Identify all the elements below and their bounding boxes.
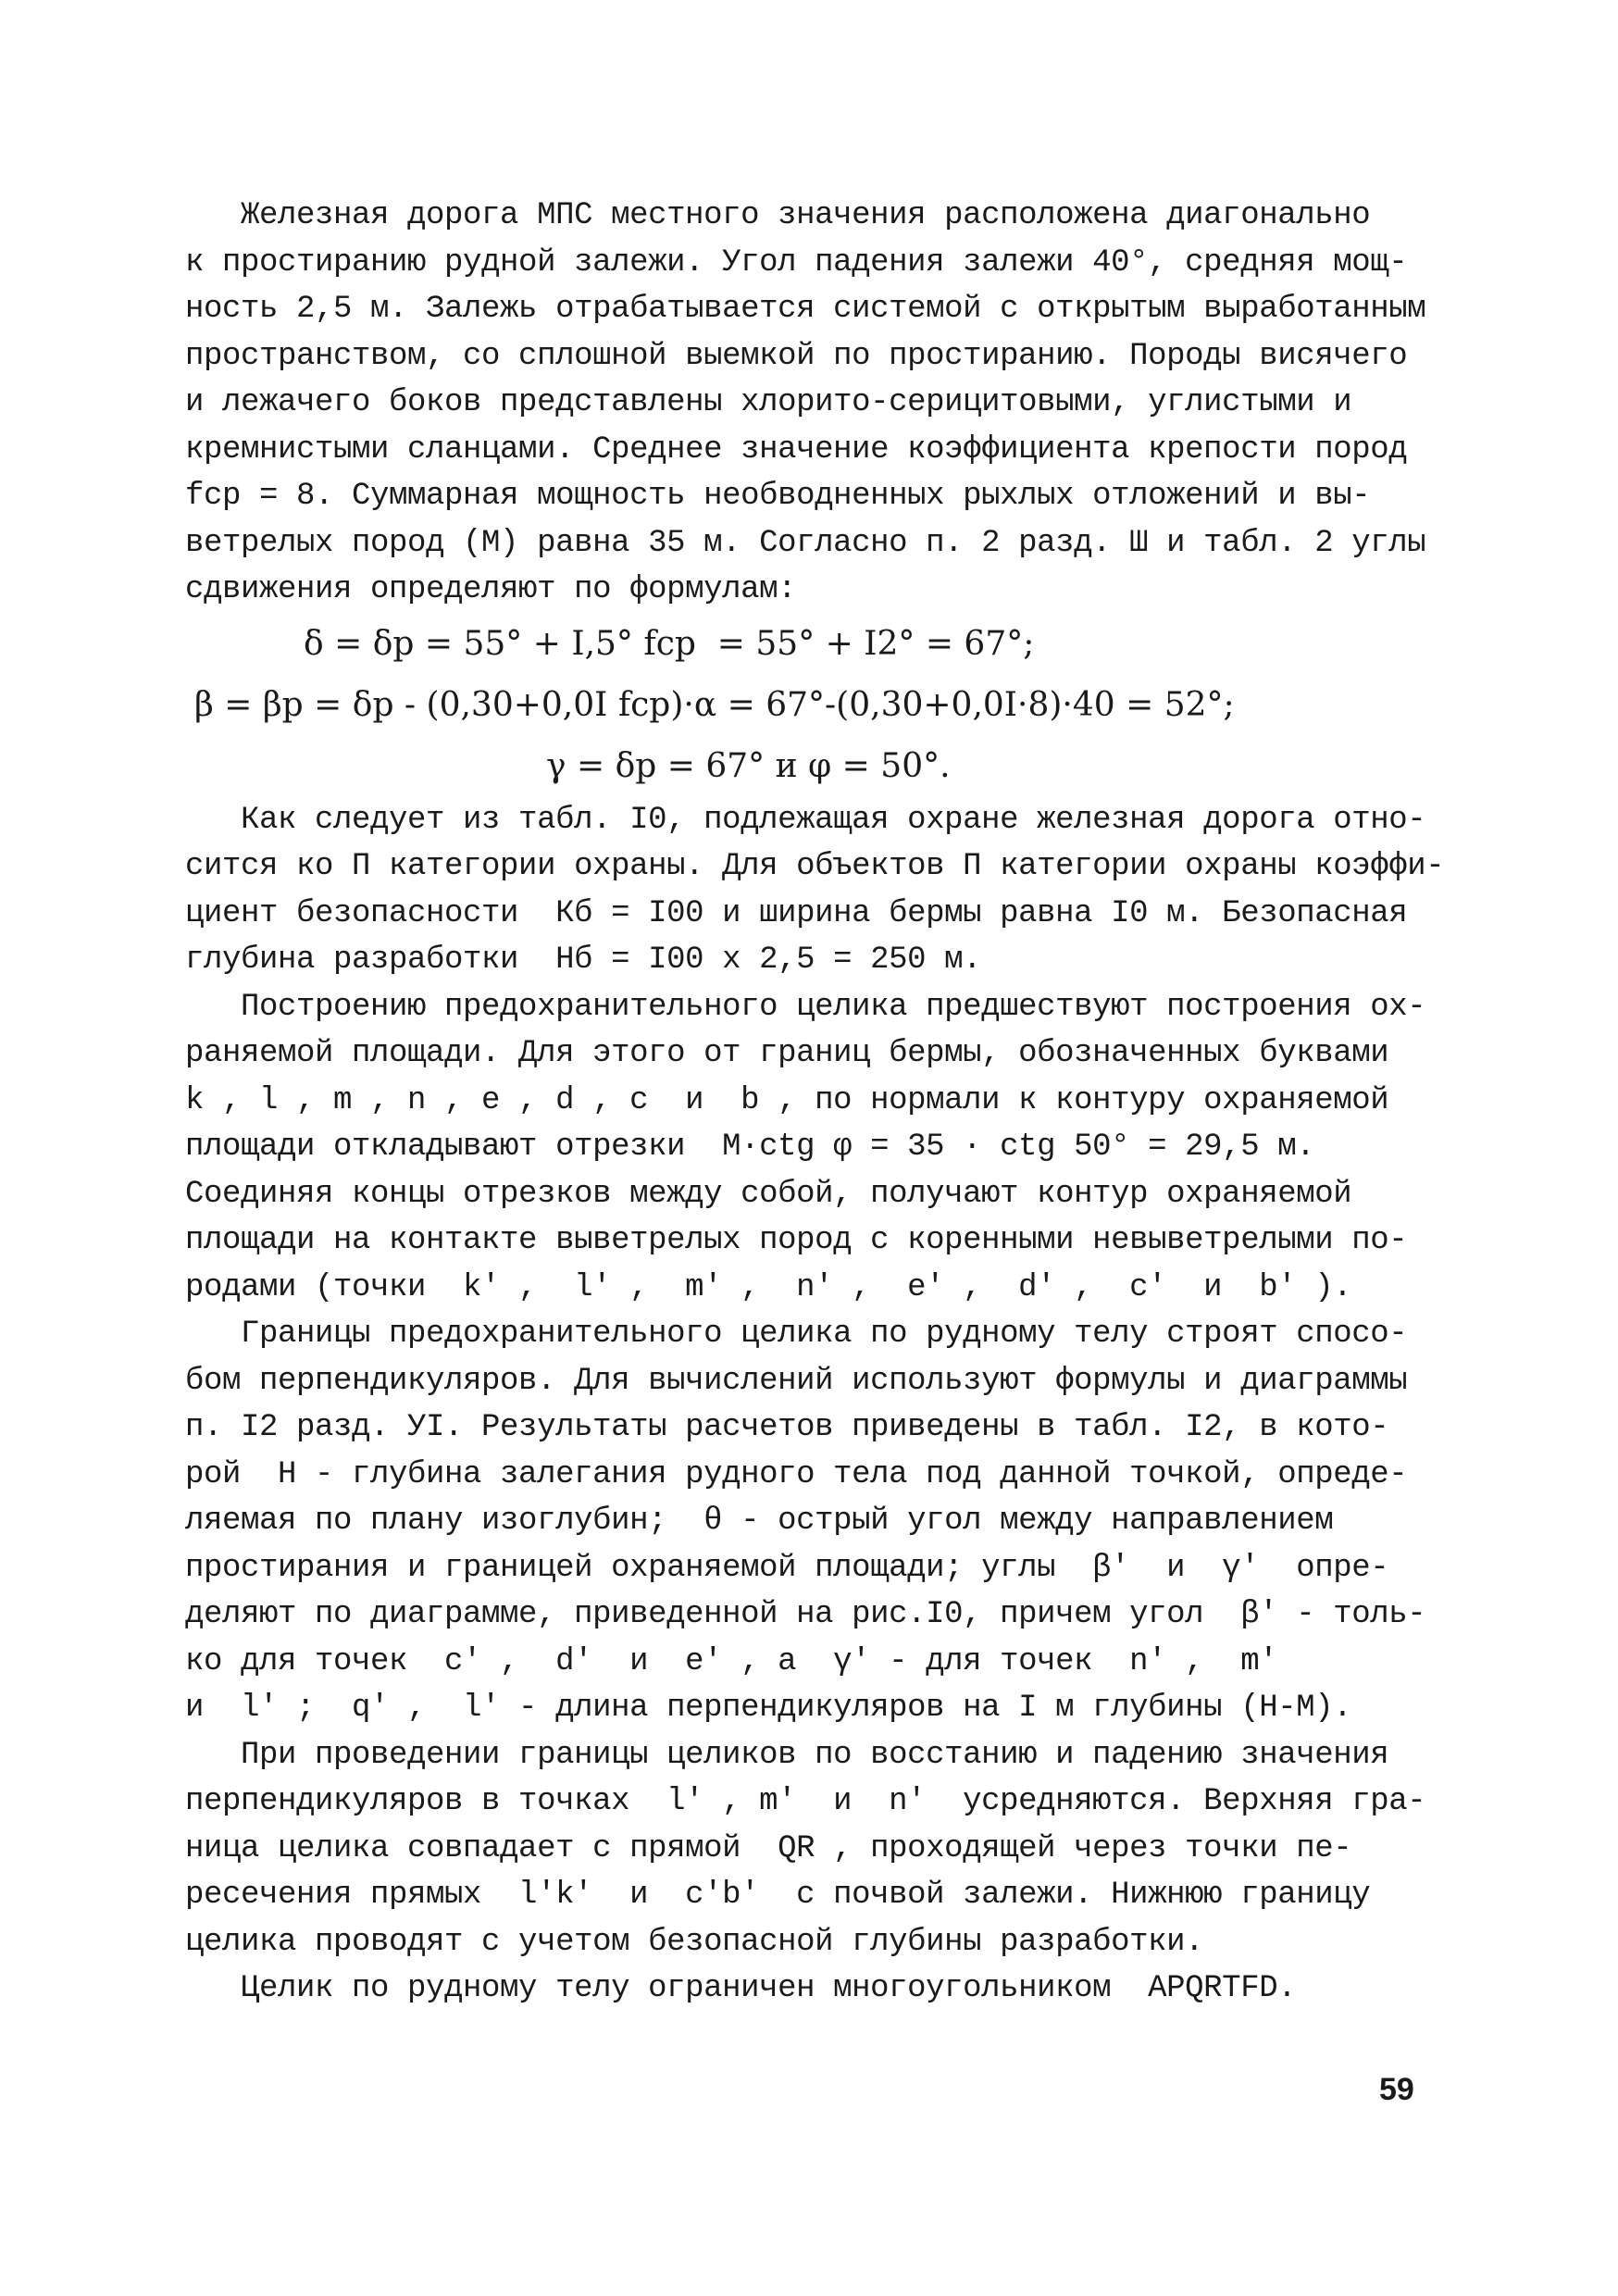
text-line: пространством, со сплошной выемкой по простиранию. Породы висячего [185, 338, 1408, 374]
text-line: перпендикуляров в точках l' , m' и n' усредняются. Верхняя гра- [185, 1784, 1426, 1819]
text-line: k , l , m , n , e , d , c и b , по нормали к контуру охраняемой [185, 1082, 1389, 1118]
text-line: циент безопасности Кб = I00 и ширина бермы равна I0 м. Безопасная [185, 895, 1408, 931]
page-body [185, 193, 1453, 2013]
paragraph-3 [185, 984, 1453, 1312]
text-line: Соединяя концы отрезков между собой, получают контур охраняемой [185, 1176, 1352, 1212]
text-line: раняемой площади. Для этого от границ бермы, обозначенных буквами [185, 1036, 1389, 1071]
text-line: Как следует из табл. I0, подлежащая охране железная дорога отно- [185, 802, 1426, 838]
text-line: сится ко П категории охраны. Для объектов П категории охраны коэффи- [185, 849, 1445, 884]
paragraph-6 [185, 1965, 1453, 2013]
page-number: 59 [1379, 2072, 1414, 2107]
text-line: ко для точек c' , d' и e' , а γ' - для точек n' , m' [185, 1643, 1278, 1679]
text-line: ресечения прямых l'k' и c'b' с почвой залежи. Нижнюю границу [185, 1878, 1371, 1913]
text-line: к простиранию рудной залежи. Угол падения залежи 40°, средняя мощ- [185, 244, 1408, 281]
formula-beta: β = βр = δр - (0,30+0,0I fср)·α = 67°-(0,30+0,0I·8)·40 = 52°; [194, 685, 1235, 724]
text-line: простирания и границей охраняемой площади; углы β' и γ' опре- [185, 1550, 1389, 1586]
formula-delta: δ = δр = 55° + I,5° fср = 55° + I2° = 67°; [304, 624, 1035, 663]
text-line: бом перпендикуляров. Для вычислений используют формулы и диаграммы [185, 1363, 1408, 1399]
text-line: fср = 8. Суммарная мощность необводненных рыхлых отложений и вы- [185, 479, 1371, 514]
text-line: кремнистыми сланцами. Среднее значение коэффициента крепости пород [185, 431, 1408, 468]
formula-gamma: γ = δр = 67° и φ = 50°. [546, 746, 951, 785]
text-line: рой Н - глубина залегания рудного тела под данной точкой, опреде- [185, 1456, 1408, 1492]
text-line: родами (точки k' , l' , m' , n' , e' , d' , c' и b' ). [185, 1269, 1352, 1305]
text-line: п. I2 разд. УI. Результаты расчетов приведены в табл. I2, в кото- [185, 1410, 1389, 1445]
paragraph-2 [185, 797, 1453, 984]
formula-block [185, 614, 1453, 797]
text-line: Границы предохранительного целика по рудному телу строят спосо- [185, 1316, 1408, 1352]
text-line: ница целика совпадает с прямой QR , проходящей через точки пе- [185, 1830, 1352, 1866]
paragraph-5 [185, 1732, 1453, 1966]
text-line: целика проводят с учетом безопасной глубины разработки. [185, 1924, 1204, 1960]
text-line: глубина разработки Нб = I00 х 2,5 = 250 м. [185, 942, 982, 978]
text-line: Целик по рудному телу ограничен многоугольником APQRTFD. [185, 1971, 1297, 2006]
text-line: Железная дорога МПС местного значения расположена диагонально [185, 198, 1371, 233]
text-line: и l' ; q' , l' - длина перпендикуляров на I м глубины (Н-М). [185, 1691, 1352, 1726]
text-line: Построению предохранительного целика предшествуют построения ох- [185, 989, 1426, 1025]
text-line: деляют по диаграмме, приведенной на рис.I0, причем угол β' - толь- [185, 1597, 1426, 1632]
paragraph-4 [185, 1311, 1453, 1732]
paragraph-1 [185, 193, 1453, 614]
text-line: и лежачего боков представлены хлорито-серицитовыми, углистыми и [185, 385, 1352, 420]
text-line: площади откладывают отрезки М·ctg φ = 35 · ctg 50° = 29,5 м. [185, 1129, 1315, 1165]
text-line: площади на контакте выветрелых пород с коренными невыветрелыми по- [185, 1223, 1408, 1258]
text-line: ветрелых пород (М) равна 35 м. Согласно п. 2 разд. Ш и табл. 2 углы [185, 525, 1426, 561]
text-line: При проведении границы целиков по восстанию и падению значения [185, 1737, 1389, 1773]
text-line: ляемая по плану изоглубин; θ - острый угол между направлением [185, 1504, 1334, 1539]
text-line: сдвижения определяют по формулам: [185, 572, 797, 607]
text-line: ность 2,5 м. Залежь отрабатывается системой с открытым выработанным [185, 292, 1426, 327]
